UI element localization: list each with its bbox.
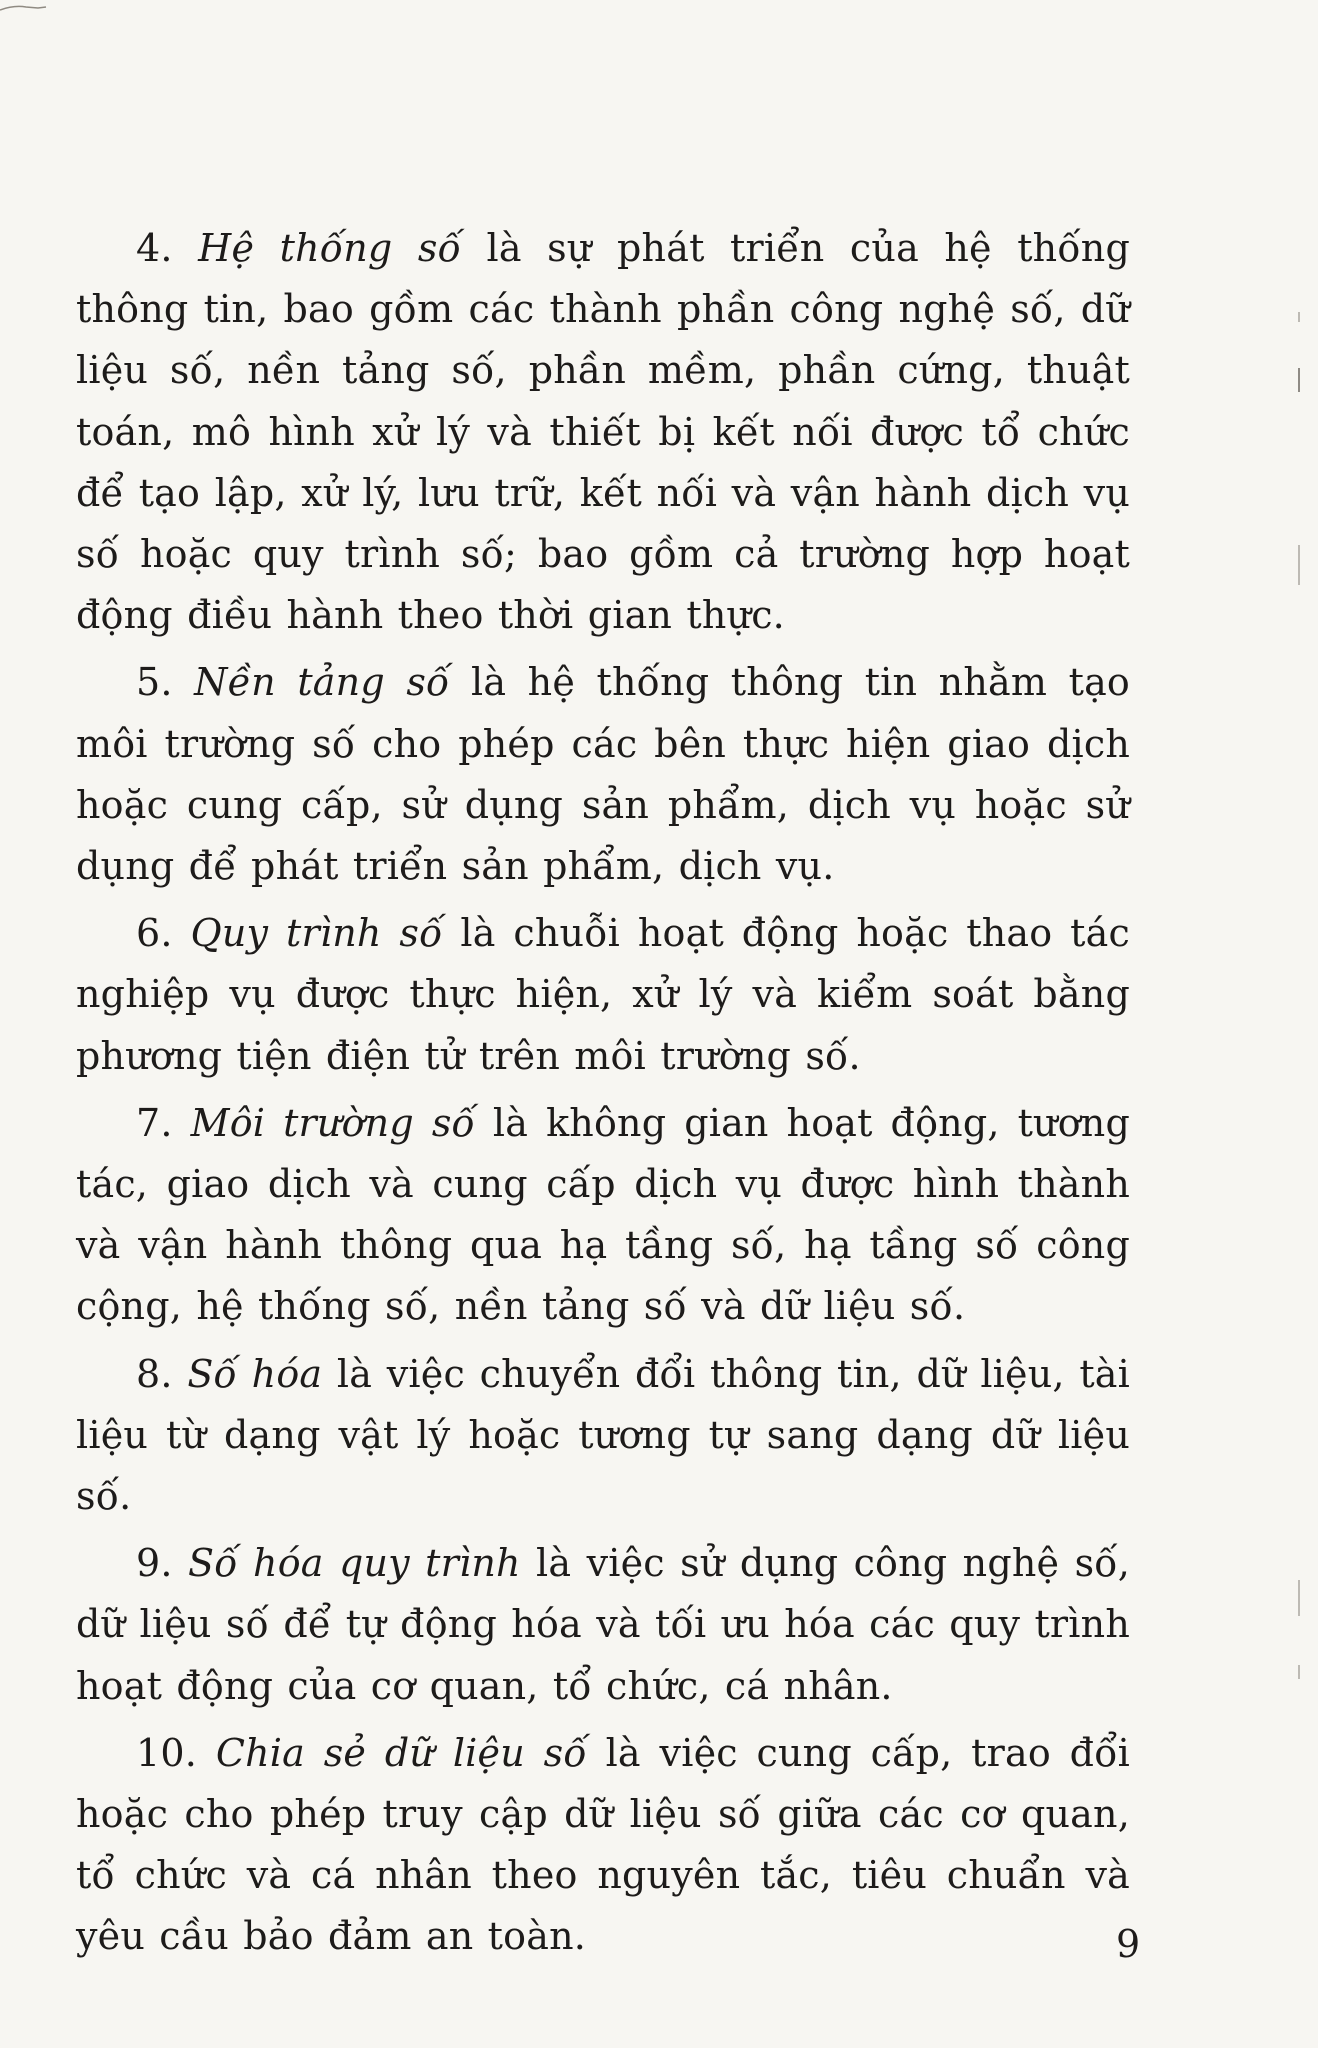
- defined-term: Nền tảng số: [194, 660, 450, 705]
- margin-scan-mark: [1298, 1580, 1300, 1616]
- margin-scan-mark: [1298, 368, 1300, 392]
- definition-text: là việc cung cấp, trao đổi hoặc cho phép truy cập dữ liệu số giữa các cơ quan, tổ chức và cá nhân theo nguyên tắc, tiêu chuẩn và yêu cầu bảo đảm an toàn.: [76, 1730, 1130, 1959]
- definition-text: là việc chuyển đổi thông tin, dữ liệu, tài liệu từ dạng vật lý hoặc tương tự sang dạng dữ liệu số.: [76, 1351, 1130, 1519]
- definition-text: là không gian hoạt động, tương tác, giao dịch và cung cấp dịch vụ được hình thành và vận hành thông qua hạ tầng số, hạ tầng số công cộng, hệ thống số, nền tảng số và dữ liệu số.: [76, 1100, 1130, 1329]
- definition-number: 8.: [136, 1351, 173, 1396]
- page-number: 9: [1116, 1922, 1141, 1966]
- definition-5: [76, 652, 1130, 897]
- definition-number: 4.: [136, 226, 173, 270]
- definition-7: [76, 1093, 1130, 1338]
- definition-9: [76, 1533, 1130, 1717]
- margin-scan-mark: [1298, 545, 1300, 585]
- margin-scan-mark: [1298, 1665, 1300, 1679]
- defined-term: Môi trường số: [190, 1100, 475, 1145]
- defined-term: Số hóa quy trình: [188, 1541, 521, 1586]
- definition-number: 6.: [136, 911, 173, 956]
- definition-text: là hệ thống thông tin nhằm tạo môi trường số cho phép các bên thực hiện giao dịch hoặc cung cấp, sử dụng sản phẩm, dịch vụ hoặc sử dụng để phát triển sản phẩm, dịch vụ.: [76, 660, 1131, 889]
- defined-term: Quy trình số: [190, 911, 443, 956]
- defined-term: Hệ thống số: [198, 226, 462, 270]
- definition-text: là việc sử dụng công nghệ số, dữ liệu số để tự động hóa và tối ưu hóa các quy trình hoạt động của cơ quan, tổ chức, cá nhân.: [76, 1541, 1130, 1708]
- definition-4: [76, 218, 1130, 646]
- margin-scan-mark: [1298, 312, 1300, 322]
- defined-term: Chia sẻ dữ liệu số: [215, 1730, 587, 1775]
- definition-number: 10.: [136, 1730, 198, 1775]
- definition-text: là chuỗi hoạt động hoặc thao tác nghiệp vụ được thực hiện, xử lý và kiểm soát bằng phương tiện điện tử trên môi trường số.: [76, 911, 1130, 1078]
- definition-8: [76, 1344, 1130, 1528]
- page-body: [76, 218, 1130, 1974]
- definition-10: [76, 1723, 1130, 1968]
- defined-term: Số hóa: [187, 1351, 323, 1396]
- definition-number: 9.: [136, 1541, 173, 1586]
- definition-number: 7.: [136, 1100, 173, 1145]
- scan-edge-mark: [0, 4, 58, 12]
- definition-text: là sự phát triển của hệ thống thông tin, bao gồm các thành phần công nghệ số, dữ liệu số, nền tảng số, phần mềm, phần cứng, thuật toán, mô hình xử lý và thiết bị kết nối được tổ chức để tạo lập, xử lý, lưu trữ, kết nối và vận hành dịch vụ số hoặc quy trình số; bao gồm cả trường hợp hoạt động điều hành theo thời gian thực.: [76, 226, 1131, 638]
- definition-number: 5.: [136, 660, 173, 705]
- definition-6: [76, 903, 1130, 1087]
